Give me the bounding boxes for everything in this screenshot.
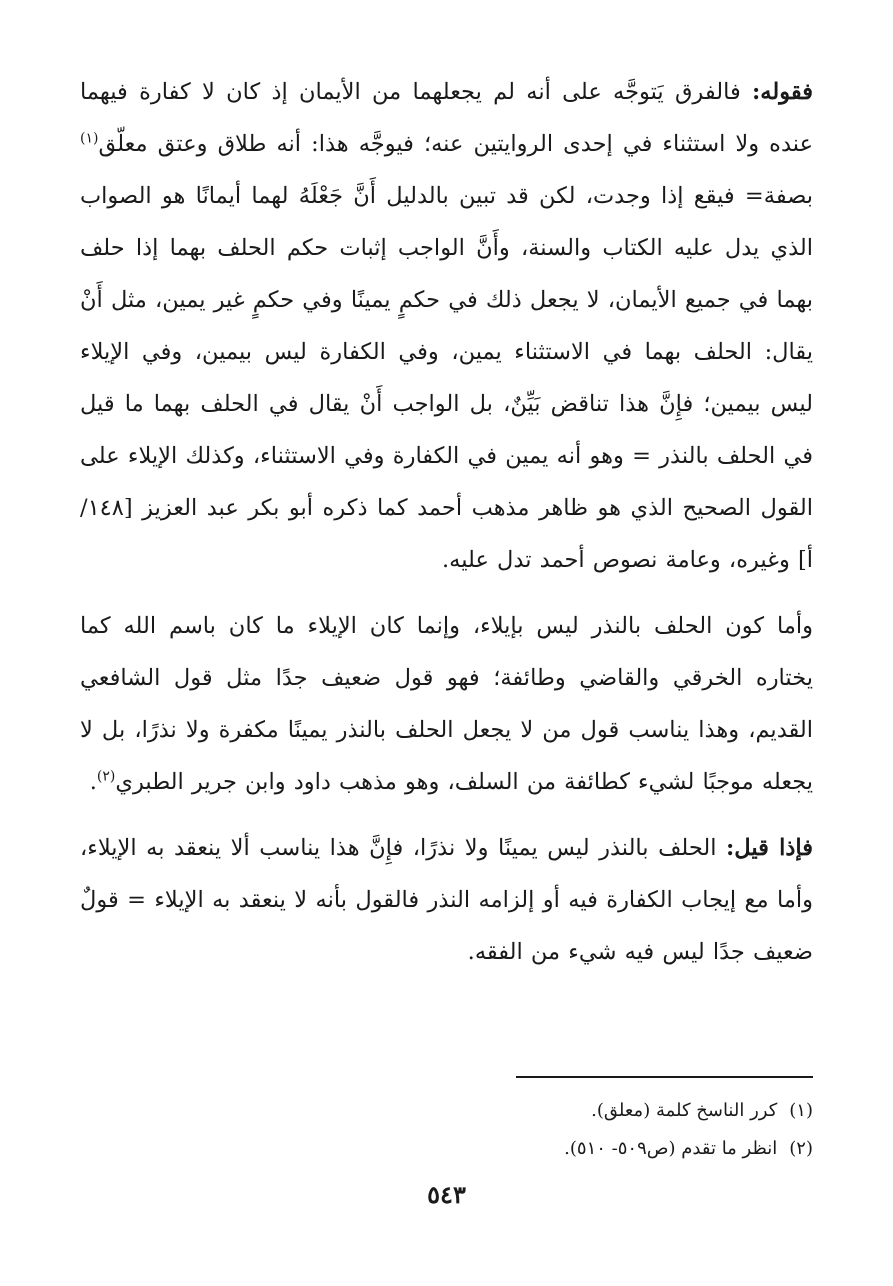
footnote-number: (١): [789, 1100, 813, 1121]
paragraph-text: وأما كون الحلف بالنذر ليس بإيلاء، وإنما كان الإيلاء ما كان باسم الله كما يختاره الخرقي والقاضي وطائفة؛ فهو قول ضعيف جدًا مثل قول الشافعي القديم، وهذا يناسب قول من لا يجعل الحلف بالنذر يمينًا مكفرة ولا نذرًا، بل لا يجعله موجبًا لشيء كطائفة من السلف، وهو مذهب داود وابن جرير الطبري: [80, 613, 813, 795]
footnote-text: كرر الناسخ كلمة (معلق).: [591, 1100, 778, 1121]
paragraph-text: بصفة= فيقع إذا وجدت، لكن قد تبين بالدليل أَنَّ جَعْلَهُ لهما أيمانًا هو الصواب الذي يدل عليه الكتاب والسنة، وأَنَّ الواجب إثبات حكم الحلف بهما إذا حلف بهما في جميع الأيمان، لا يجعل ذلك في حكمٍ يمينًا وفي حكمٍ غير يمين، مثل أَنْ يقال: الحلف بهما في الاستثناء يمين، وفي الكفارة ليس بيمين، وفي الإيلاء ليس بيمين؛ فإِنَّ هذا تناقض بَيِّنٌ، بل الواجب أَنْ يقال في الحلف بهما ما قيل في الحلف بالنذر = وهو أنه يمين في الكفارة وفي الاستثناء، وكذلك الإيلاء على القول الصحيح الذي هو ظاهر مذهب أحمد كما ذكره أبو بكر عبد العزيز [١٤٨/ أ] وغيره، وعامة نصوص أحمد تدل عليه.: [80, 183, 813, 573]
footnote-2: [80, 1130, 813, 1168]
footnote-text: انظر ما تقدم (ص٥٠٩- ٥١٠).: [564, 1138, 778, 1159]
paragraph-lead: فإذا قيل:: [726, 835, 813, 861]
footnote-1: [80, 1092, 813, 1130]
footnote-reference-1[interactable]: (١): [80, 130, 99, 147]
paragraph-lead: فقوله:: [752, 79, 813, 105]
paragraph-2: [80, 600, 813, 808]
paragraph-1: [80, 66, 813, 586]
page-body: [80, 66, 813, 1159]
paragraph-text: فالفرق يَتوجَّه على أنه لم يجعلهما من الأيمان إذ كان لا كفارة فيهما عنده ولا استثناء في إحدى الروايتين عنه؛ فيوجَّه هذا: أنه طلاق وعتق معلّق: [80, 79, 813, 157]
footnote-reference-2[interactable]: (٢): [96, 768, 116, 785]
footnote-number: (٢): [789, 1138, 813, 1159]
footnote-divider: [516, 1076, 813, 1078]
paragraph-text: .: [89, 769, 97, 795]
page-number: ٥٤٣: [427, 1180, 466, 1209]
footnotes: [80, 1092, 813, 1168]
paragraph-3: [80, 822, 813, 978]
paragraph-text: الحلف بالنذر ليس يمينًا ولا نذرًا، فإِنَّ هذا يناسب ألا ينعقد به الإيلاء، وأما مع إيجاب الكفارة فيه أو إلزامه النذر فالقول بأنه لا ينعقد به الإيلاء = قولٌ ضعيف جدًا ليس فيه شيء من الفقه.: [80, 835, 813, 965]
